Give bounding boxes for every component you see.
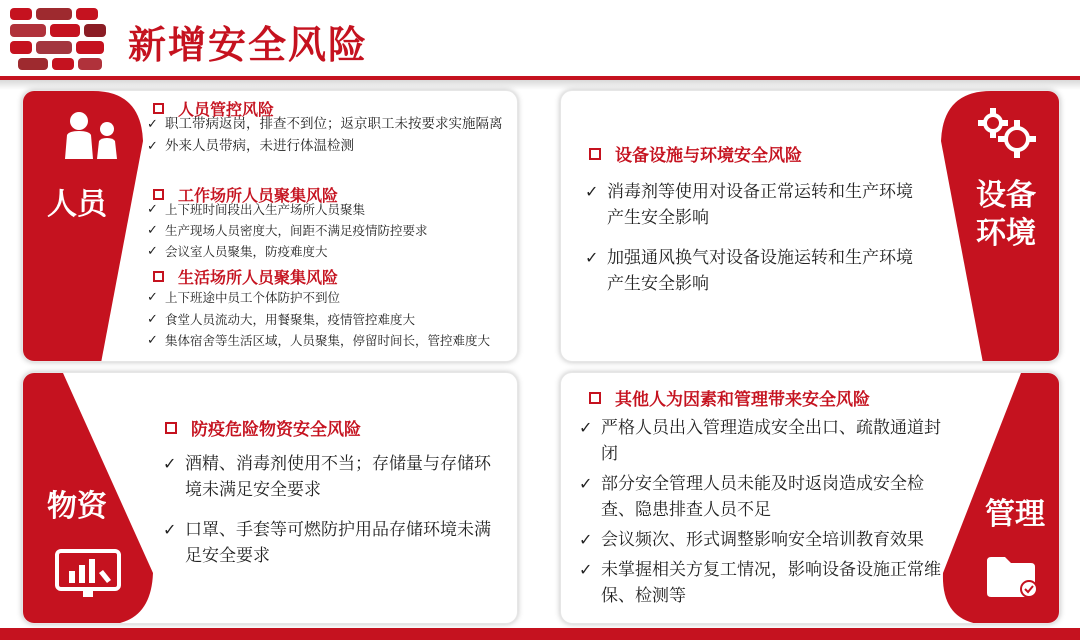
list-item: ✓ 上下班途中员工个体防护不到位 bbox=[147, 290, 341, 305]
list-item: ✓ 生产现场人员密度大，间距不满足疫情防控要求 bbox=[147, 223, 428, 238]
list-item: ✓ 外来人员带病，未进行体温检测 bbox=[147, 138, 354, 154]
list-item: ✓ 加强通风换气对设备设施运转和生产环境产生安全影响 bbox=[585, 245, 925, 297]
list-item: ✓ 严格人员出入管理造成安全出口、疏散通道封闭 bbox=[579, 415, 949, 467]
management-list bbox=[579, 415, 949, 609]
equipment-tab-label: 设备环境 bbox=[976, 178, 1036, 251]
management-panel bbox=[560, 372, 1060, 624]
list-item: ✓ 职工带病返岗，排查不到位；返京职工未按要求实施隔离 bbox=[147, 116, 503, 132]
check-icon: ✓ bbox=[147, 117, 158, 132]
check-icon: ✓ bbox=[163, 454, 177, 473]
check-icon: ✓ bbox=[579, 474, 593, 493]
page-title: 新增安全风险 bbox=[128, 23, 369, 67]
check-icon: ✓ bbox=[579, 560, 593, 579]
people-tab-label: 人员 bbox=[47, 187, 107, 222]
check-icon: ✓ bbox=[585, 248, 599, 267]
check-icon: ✓ bbox=[579, 418, 593, 437]
materials-panel bbox=[22, 372, 518, 624]
people-list-1 bbox=[147, 115, 503, 159]
materials-heading: 防疫危险物资安全风险 bbox=[165, 415, 361, 440]
check-icon: ✓ bbox=[147, 223, 158, 238]
list-item: ✓ 会议频次、形式调整影响安全培训教育效果 bbox=[579, 527, 949, 553]
header bbox=[0, 0, 1080, 80]
check-icon: ✓ bbox=[147, 139, 158, 154]
people-list-2 bbox=[147, 201, 507, 264]
heading-bullet bbox=[589, 392, 601, 404]
people-icon bbox=[55, 111, 125, 161]
heading-bullet bbox=[589, 148, 601, 160]
list-item: ✓ 未掌握相关方复工情况，影响设备设施正常维保、检测等 bbox=[579, 557, 949, 609]
management-heading: 其他人为因素和管理带来安全风险 bbox=[589, 385, 870, 410]
people-heading-2: 工作场所人员聚集风险 bbox=[153, 183, 338, 206]
heading-bullet bbox=[153, 189, 164, 200]
footer-bar bbox=[0, 628, 1080, 640]
list-item: ✓ 部分安全管理人员未能及时返岗造成安全检查、隐患排查人员不足 bbox=[579, 471, 949, 523]
equipment-panel bbox=[560, 90, 1060, 362]
list-item: ✓ 口罩、手套等可燃防护用品存储环境未满足安全要求 bbox=[163, 517, 503, 569]
people-heading-3: 生活场所人员聚集风险 bbox=[153, 265, 338, 288]
heading-bullet bbox=[165, 422, 177, 434]
heading-bullet bbox=[153, 271, 164, 282]
list-item: ✓ 消毒剂等使用对设备正常运转和生产环境产生安全影响 bbox=[585, 179, 925, 231]
check-icon: ✓ bbox=[585, 182, 599, 201]
heading-bullet bbox=[153, 103, 164, 114]
list-item: ✓ 会议室人员聚集，防疫难度大 bbox=[147, 244, 328, 259]
logo bbox=[10, 8, 106, 70]
materials-list bbox=[163, 451, 503, 569]
equipment-heading: 设备设施与环境安全风险 bbox=[589, 141, 802, 166]
check-icon: ✓ bbox=[579, 530, 593, 549]
equipment-list bbox=[585, 179, 925, 297]
people-list-3 bbox=[147, 289, 499, 348]
folder-check-icon bbox=[985, 555, 1041, 599]
chart-icon bbox=[55, 549, 121, 599]
check-icon: ✓ bbox=[147, 333, 158, 348]
list-item: ✓ 食堂人员流动大，用餐聚集，疫情管控难度大 bbox=[147, 312, 416, 327]
check-icon: ✓ bbox=[163, 520, 177, 539]
check-icon: ✓ bbox=[147, 290, 158, 305]
list-item: ✓ 集体宿舍等生活区域，人员聚集，停留时间长，管控难度大 bbox=[147, 333, 491, 348]
people-heading-1: 人员管控风险 bbox=[153, 97, 274, 120]
list-item: ✓ 酒精、消毒剂使用不当；存储量与存储环境未满足安全要求 bbox=[163, 451, 503, 503]
check-icon: ✓ bbox=[147, 202, 158, 217]
list-item: ✓ 上下班时间段出入生产场所人员聚集 bbox=[147, 202, 366, 217]
gears-icon bbox=[975, 107, 1037, 159]
check-icon: ✓ bbox=[147, 312, 158, 327]
header-shadow bbox=[0, 80, 1080, 90]
materials-tab-label: 物资 bbox=[47, 489, 107, 524]
check-icon: ✓ bbox=[147, 244, 158, 259]
management-tab-label: 管理 bbox=[985, 497, 1045, 532]
people-panel bbox=[22, 90, 518, 362]
